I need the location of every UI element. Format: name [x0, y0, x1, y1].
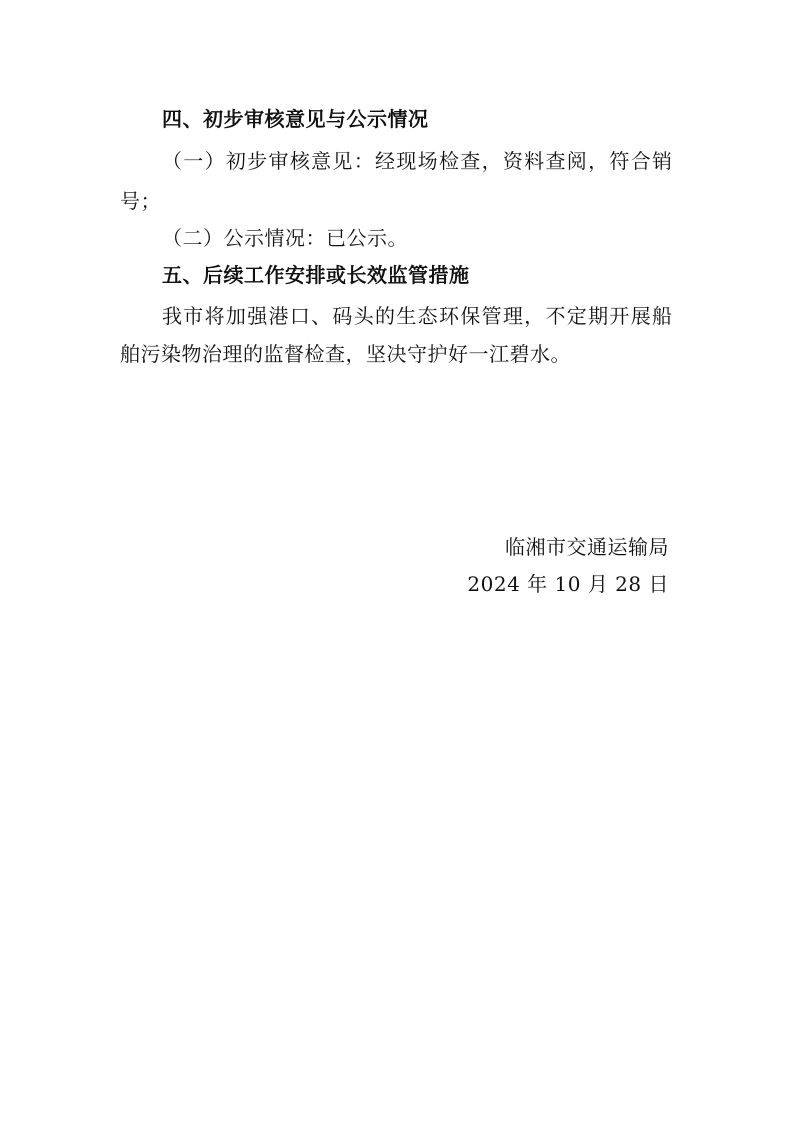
section-heading-5: 五、后续工作安排或长效监管措施 — [162, 263, 470, 287]
signature-date: 2024 年 10 月 28 日 — [467, 572, 669, 596]
section-heading-4: 四、初步审核意见与公示情况 — [162, 107, 429, 131]
paragraph-publicity-status: （二）公示情况：已公示。 — [162, 226, 408, 250]
paragraph-review-opinion-line2: 号； — [120, 189, 161, 213]
paragraph-followup-line2: 舶污染物治理的监督检查，坚决守护好一江碧水。 — [120, 342, 571, 366]
paragraph-review-opinion-text: （一）初步审核意见：经现场检查，资料查阅，符合销 — [162, 149, 674, 173]
paragraph-followup-text: 我市将加强港口、码头的生态环保管理，不定期开展船 — [162, 304, 674, 328]
paragraph-review-opinion-line1 — [162, 149, 672, 173]
paragraph-followup-line1 — [162, 304, 672, 328]
signature-organization: 临湘市交通运输局 — [505, 535, 669, 559]
